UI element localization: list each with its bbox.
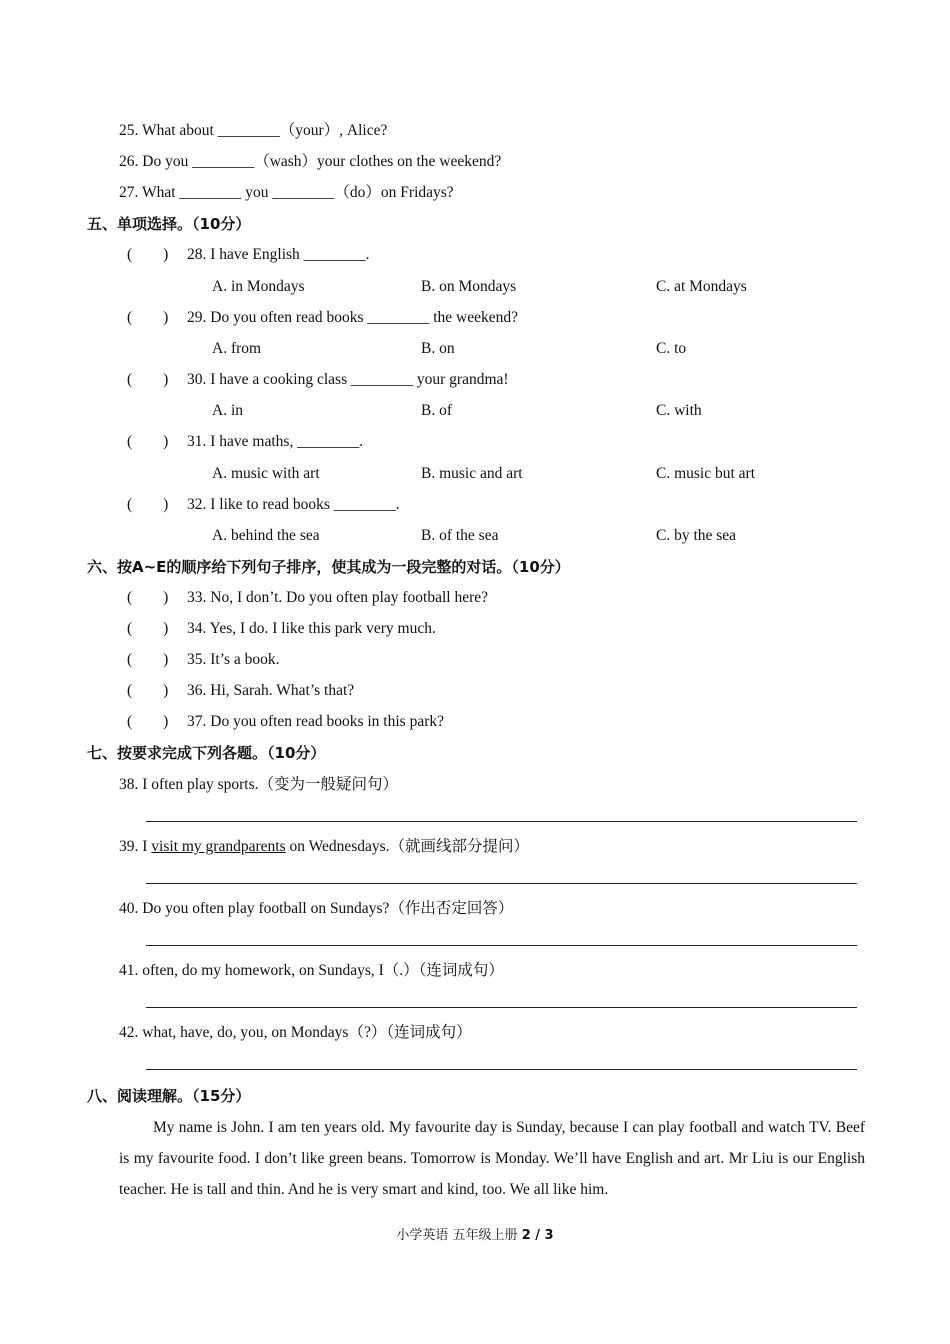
question-29-option-c: C. to xyxy=(656,340,687,357)
question-30-option-a: A. in xyxy=(212,402,243,419)
answer-paren: ( ) xyxy=(127,496,169,513)
question-39-underlined: visit my grandparents xyxy=(151,838,286,855)
question-29-stem: 29. Do you often read books ________ the weekend? xyxy=(187,309,519,326)
answer-paren: ( ) xyxy=(127,433,169,450)
question-31-stem: 31. I have maths, ________. xyxy=(187,433,364,450)
question-25: 25. What about ________（your）, Alice? xyxy=(119,122,388,139)
footer-text: 小学英语 五年级上册 xyxy=(396,1228,522,1243)
question-39-post: on Wednesdays.（就画线部分提问） xyxy=(285,838,530,855)
question-32-option-a: A. behind the sea xyxy=(212,527,320,544)
dialogue-item-37: 37. Do you often read books in this park? xyxy=(187,713,444,730)
answer-paren: ( ) xyxy=(127,309,169,326)
dialogue-item-35: 35. It’s a book. xyxy=(187,651,280,668)
answer-paren: ( ) xyxy=(127,713,169,730)
question-42: 42. what, have, do, you, on Mondays（?）（连词成句） xyxy=(119,1024,472,1041)
reading-passage: My name is John. I am ten years old. My favourite day is Sunday, because I can play football and watch TV. Beef is my favourite food. I don’t like green beans. Tomorrow is Monday. We’ll have English and art. Mr Liu is our English teacher. He is tall and thin. And he is very smart and kind, too. We all like him. xyxy=(119,1119,865,1198)
answer-line-42 xyxy=(146,1069,857,1070)
question-31-option-c: C. music but art xyxy=(656,465,756,482)
question-27: 27. What ________ you ________（do）on Fridays? xyxy=(119,184,454,201)
section-8-heading: 八、阅读理解。（15分） xyxy=(87,1087,251,1105)
question-28-option-b: B. on Mondays xyxy=(421,278,517,295)
page-number: 2 / 3 xyxy=(521,1228,554,1243)
answer-paren: ( ) xyxy=(127,246,169,263)
answer-paren: ( ) xyxy=(127,589,169,606)
question-39-pre: 39. I xyxy=(119,838,152,855)
dialogue-item-34: 34. Yes, I do. I like this park very much. xyxy=(187,620,436,637)
question-32-stem: 32. I like to read books ________. xyxy=(187,496,400,513)
question-26: 26. Do you ________（wash）your clothes on the weekend? xyxy=(119,153,502,170)
page-footer xyxy=(0,1224,950,1243)
answer-line-41 xyxy=(146,1007,857,1008)
dialogue-item-33: 33. No, I don’t. Do you often play football here? xyxy=(187,589,489,606)
question-30-option-c: C. with xyxy=(656,402,702,419)
answer-line-39 xyxy=(146,883,857,884)
question-28-option-c: C. at Mondays xyxy=(656,278,747,295)
answer-line-40 xyxy=(146,945,857,946)
question-32-option-c: C. by the sea xyxy=(656,527,737,544)
question-28-stem: 28. I have English ________. xyxy=(187,246,370,263)
answer-line-38 xyxy=(146,821,857,822)
section-5-heading: 五、单项选择。（10分） xyxy=(87,215,251,233)
answer-paren: ( ) xyxy=(127,682,169,699)
question-31-option-b: B. music and art xyxy=(421,465,523,482)
question-29-option-b: B. on xyxy=(421,340,455,357)
question-39 xyxy=(119,837,529,857)
question-29-option-a: A. from xyxy=(212,340,262,357)
answer-paren: ( ) xyxy=(127,651,169,668)
section-6-heading: 六、按A~E的顺序给下列句子排序，使其成为一段完整的对话。（10分） xyxy=(87,558,570,576)
question-28-option-a: A. in Mondays xyxy=(212,278,305,295)
question-40: 40. Do you often play football on Sundays?（作出否定回答） xyxy=(119,900,514,917)
question-38: 38. I often play sports.（变为一般疑问句） xyxy=(119,776,398,793)
question-32-option-b: B. of the sea xyxy=(421,527,499,544)
question-30-stem: 30. I have a cooking class ________ your grandma! xyxy=(187,371,509,388)
section-7-heading: 七、按要求完成下列各题。（10分） xyxy=(87,744,326,762)
question-31-option-a: A. music with art xyxy=(212,465,320,482)
dialogue-item-36: 36. Hi, Sarah. What’s that? xyxy=(187,682,355,699)
question-41: 41. often, do my homework, on Sundays, I（.）（连词成句） xyxy=(119,962,504,979)
answer-paren: ( ) xyxy=(127,620,169,637)
answer-paren: ( ) xyxy=(127,371,169,388)
question-30-option-b: B. of xyxy=(421,402,452,419)
